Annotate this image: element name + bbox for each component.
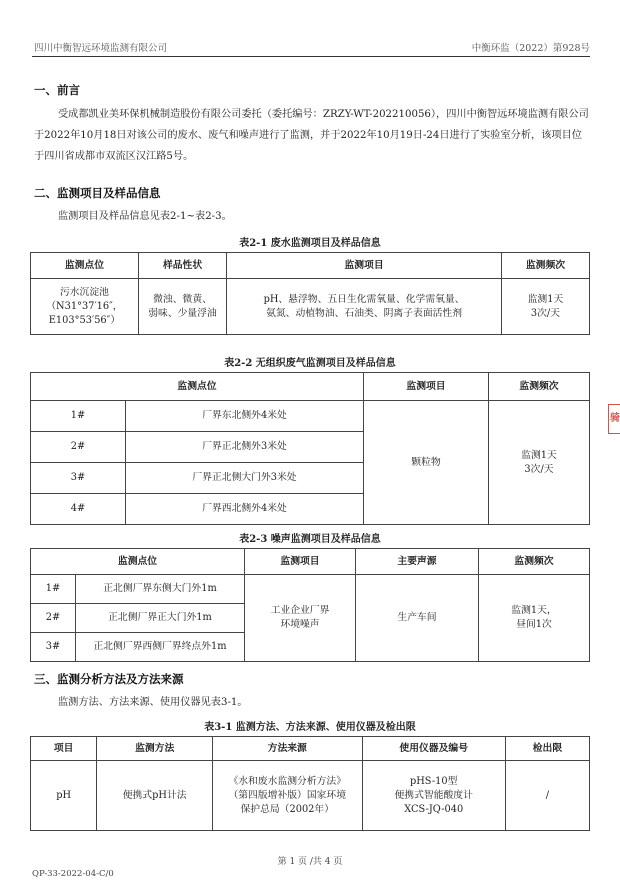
table-header: 检出限 [505,737,589,761]
table-row: pH 便携式pH计法 《水和废水监测分析方法》 （第四版增补版）国家环境 保护总局（2002年） pHS-10型 便携式智能酸度计 XCS-JQ-040 / [31,761,590,831]
table-header: 监测方法 [97,737,213,761]
table-header: 监测点位 [31,373,364,401]
table-row: 4# 厂界西北侧外4米处 [31,494,590,525]
item-cell: 颗粒物 [364,401,489,525]
freq-cell: 监测1天 3次/天 [489,401,590,525]
header-divider [32,56,590,57]
table-header: 样品性状 [138,253,226,279]
section-2-title: 二、监测项目及样品信息 [34,186,161,200]
site-cell: 污水沉淀池 （N31°37′16″， E103°53′56″） [31,279,139,335]
form-code: QP-33-2022-04-C/0 [32,869,114,879]
table-header: 项目 [31,737,97,761]
table-header: 监测点位 [31,253,139,279]
table-row: 3# 厂界正北侧大门外3米处 [31,463,590,494]
table-row: 1# 厂界东北侧外4米处 颗粒物 监测1天 3次/天 [31,401,590,432]
table-3-1 [30,736,590,831]
table-2-1-caption: 表2-1 废水监测项目及样品信息 [239,238,381,249]
freq-cell: 监测1天 3次/天 [501,279,589,335]
table-row: 2# 正北侧厂界正大门外1m [31,604,590,633]
table-header: 监测项目 [364,373,489,401]
state-cell: 微浊、微黄、 弱味、少量浮油 [138,279,226,335]
report-number: 中衡环监（2022）第928号 [471,43,590,54]
table-2-2 [30,372,590,525]
table-row: 2# 厂界正北侧外3米处 [31,432,590,463]
instrument-cell: pHS-10型 便携式智能酸度计 XCS-JQ-040 [362,761,505,831]
seal-stamp: 骑 [608,404,620,434]
item-cell: 工业企业厂界 环境噪声 [245,575,356,662]
page-number: 第 1 页 /共 4 页 [277,857,343,867]
table-header: 监测频次 [479,549,590,575]
section-3-text: 监测方法、方法来源、使用仪器见表3-1。 [58,697,248,708]
table-row: 3# 正北侧厂界西侧厂界终点外1m [31,633,590,662]
table-row: 1# 正北侧厂界东侧大门外1m 工业企业厂界 环境噪声 生产车间 监测1天， 昼间1次 [31,575,590,604]
table-header: 监测点位 [31,549,245,575]
table-2-3 [30,548,590,662]
items-cell: pH、悬浮物、五日生化需氧量、化学需氧量、 氨氮、动植物油、石油类、阴离子表面活性剂 [227,279,502,335]
source-cell: 《水和废水监测分析方法》 （第四版增补版）国家环境 保护总局（2002年） [213,761,362,831]
table-header: 监测频次 [501,253,589,279]
table-row [31,279,590,335]
section-1-text: 受成都凯业美环保机械制造股份有限公司委托（委托编号：ZRZY-WT-202210056），四川中衡智远环境监测有限公司于2022年10月18日对该公司的废水、废气和噪声进行了监测，并于2022年10月19日-24日进行了实验室分析，该项目位于四川省成都市双流区汉江路5号。 [34,109,589,162]
table-2-2-caption: 表2-2 无组织废气监测项目及样品信息 [224,358,396,369]
table-2-1 [30,252,590,335]
table-header: 监测项目 [227,253,502,279]
freq-cell: 监测1天， 昼间1次 [479,575,590,662]
table-header: 使用仪器及编号 [362,737,505,761]
table-header: 监测频次 [489,373,590,401]
table-header: 方法来源 [213,737,362,761]
table-3-1-caption: 表3-1 监测方法、方法来源、使用仪器及检出限 [204,722,416,733]
section-1-title: 一、前言 [34,83,80,97]
table-header: 监测项目 [245,549,356,575]
company-name: 四川中衡智远环境监测有限公司 [34,43,168,54]
section-3-title: 三、监测分析方法及方法来源 [34,672,184,686]
table-2-3-caption: 表2-3 噪声监测项目及样品信息 [239,534,381,545]
table-header: 主要声源 [356,549,479,575]
section-2-text: 监测项目及样品信息见表2-1~表2-3。 [58,211,232,222]
source-cell: 生产车间 [356,575,479,662]
page-header [34,40,590,54]
